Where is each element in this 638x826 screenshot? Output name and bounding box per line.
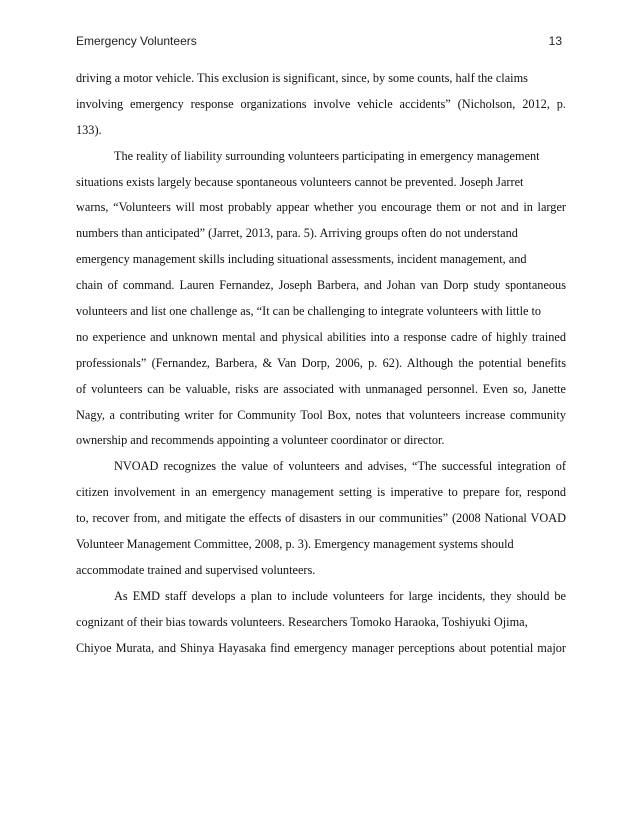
text-line: of volunteers can be valuable, risks are associated with unmanaged personnel. Even so, Janette	[76, 381, 566, 396]
text-line: accommodate trained and supervised volunteers.	[76, 562, 316, 577]
text-line: warns, “Volunteers will most probably appear whether you encourage them or not and in larger	[76, 200, 566, 215]
text-line: NVOAD recognizes the value of volunteers and advises, “The successful integration of	[114, 459, 566, 474]
text-line: Chiyoe Murata, and Shinya Hayasaka find emergency manager perceptions about potential major	[76, 640, 566, 655]
text-line: 133).	[76, 122, 102, 137]
text-line: emergency management skills including situational assessments, incident management, and	[76, 252, 527, 267]
text-line: Nagy, a contributing writer for Community Tool Box, notes that volunteers increase community	[76, 407, 566, 422]
page-number: 13	[548, 34, 562, 48]
text-line: chain of command. Lauren Fernandez, Joseph Barbera, and Johan van Dorp study spontaneous	[76, 278, 566, 293]
text-line: driving a motor vehicle. This exclusion is significant, since, by some counts, half the claims	[76, 71, 528, 85]
text-line: As EMD staff develops a plan to include volunteers for large incidents, they should be	[114, 588, 566, 603]
text-line: The reality of liability surrounding volunteers participating in emergency management	[114, 148, 540, 163]
text-line: volunteers and list one challenge as, “It can be challenging to integrate volunteers with little to	[76, 304, 542, 319]
text-line: to, recover from, and mitigate the effects of disasters in our communities” (2008 National VOAD	[76, 511, 566, 526]
text-line: numbers than anticipated” (Jarret, 2013, para. 5). Arriving groups often do not understand	[76, 226, 518, 241]
body-text	[76, 66, 566, 661]
text-line: citizen involvement in an emergency management setting is imperative to prepare for, respond	[76, 485, 566, 500]
text-line: cognizant of their bias towards volunteers. Researchers Tomoko Haraoka, Toshiyuki Ojima,	[76, 614, 528, 629]
text-line: ownership and recommends appointing a volunteer coordinator or director.	[76, 433, 445, 448]
text-line: Volunteer Management Committee, 2008, p. 3). Emergency management systems should	[76, 537, 514, 552]
text-line: no experience and unknown mental and physical abilities into a response cadre of highly trained	[76, 329, 566, 344]
text-line: professionals” (Fernandez, Barbera, & Van Dorp, 2006, p. 62). Although the potential benefits	[76, 355, 566, 370]
page-header	[76, 34, 562, 48]
running-head-title: Emergency Volunteers	[76, 34, 197, 48]
text-line: situations exists largely because spontaneous volunteers cannot be prevented. Joseph Jarret	[76, 174, 524, 189]
text-line: involving emergency response organizations involve vehicle accidents” (Nicholson, 2012, p.	[76, 96, 566, 111]
